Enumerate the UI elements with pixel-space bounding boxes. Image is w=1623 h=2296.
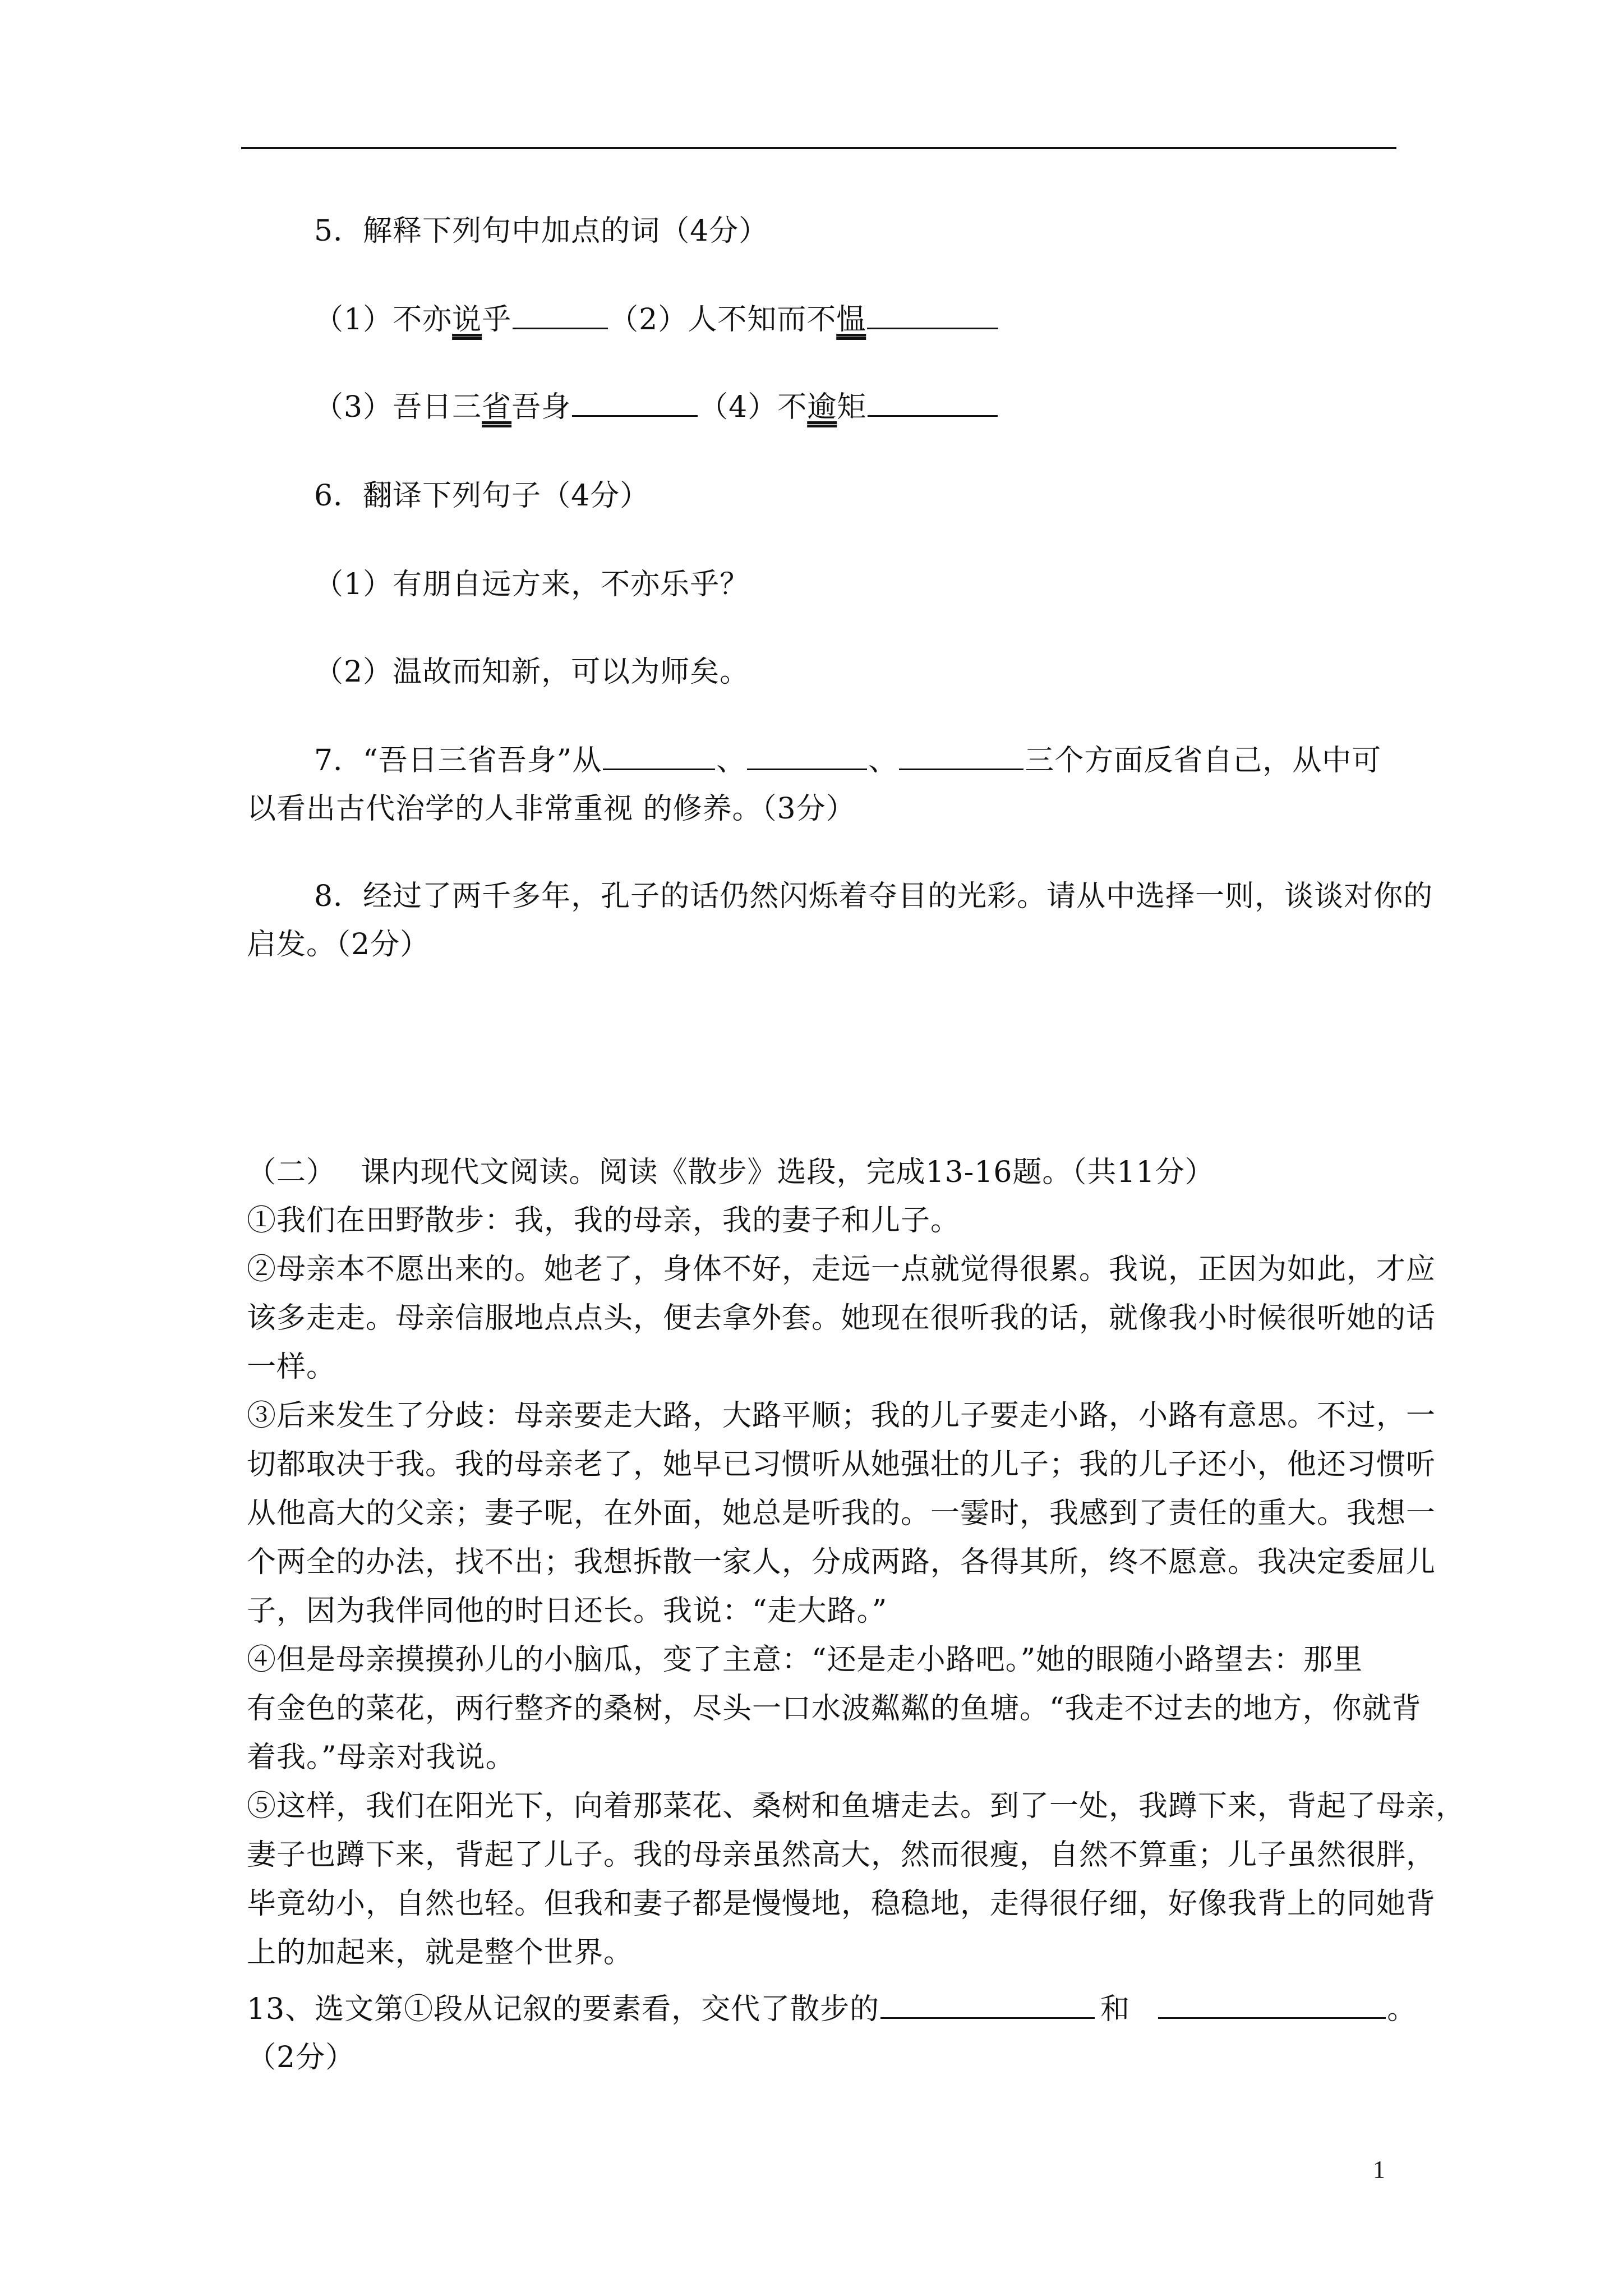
q7-text-a: 7．“吾日三省吾身”从 (314, 744, 602, 777)
passage-line: 有金色的菜花，两行整齐的桑树，尽头一口水波粼粼的鱼塘。“我走不过去的地方，你就背 (247, 1692, 1422, 1726)
q13-conjunction: 和 (1100, 1993, 1131, 2026)
q5-item4-pre: （4）不 (699, 390, 808, 424)
section2-heading: （二） 课内现代文阅读。阅读《散步》选段，完成13-16题。（共11分） (247, 1156, 1215, 1189)
q5-item3-pre: （3）吾日三 (314, 390, 482, 424)
q6-sentence-2: （2）温故而知新，可以为师矣。 (314, 655, 750, 689)
page-number: 1 (1373, 2156, 1385, 2183)
q13-line-1 (247, 1991, 1417, 2027)
q5-item4-post: 矩 (837, 390, 867, 424)
passage-line: ③后来发生了分歧：母亲要走大路，大路平顺；我的儿子要走小路，小路有意思。不过，一 (247, 1399, 1436, 1433)
passage-line: 着我。”母亲对我说。 (247, 1741, 515, 1774)
q5-item3-dotted-word: 省 (482, 390, 512, 424)
passage-line: 切都取决于我。我的母亲老了，她早已习惯听从她强壮的儿子；我的儿子还小，他还习惯听 (247, 1448, 1436, 1481)
q7-text-b: 三个方面反省自己，从中可 (1025, 744, 1382, 777)
passage-line: 妻子也蹲下来，背起了儿子。我的母亲虽然高大，然而很瘦，自然不算重；儿子虽然很胖， (247, 1838, 1436, 1872)
passage-line: 一样。 (247, 1350, 336, 1384)
passage-line: ⑤这样，我们在阳光下，向着那菜花、桑树和鱼塘走去。到了一处，我蹲下来，背起了母亲， (247, 1789, 1466, 1823)
q7-answer-blank-1[interactable] (603, 743, 715, 770)
q5-title: 5．解释下列句中加点的词（4分） (314, 214, 769, 248)
q6-title: 6．翻译下列句子（4分） (314, 479, 650, 513)
q5-item4-dotted-word: 逾 (807, 390, 837, 424)
q5-item1-answer-blank[interactable] (513, 302, 608, 329)
passage-line: 毕竟幼小，自然也轻。但我和妻子都是慢慢地，稳稳地，走得很仔细，好像我背上的同她背 (247, 1887, 1436, 1921)
q6-sentence-1: （1）有朋自远方来，不亦乐乎？ (314, 568, 750, 601)
q5-row2 (314, 389, 999, 425)
passage-line: ①我们在田野散步：我，我的母亲，我的妻子和儿子。 (247, 1204, 961, 1237)
q5-item1-pre: （1）不亦 (314, 303, 453, 337)
q5-item2-pre: （2）人不知而不 (609, 303, 837, 337)
q7-answer-blank-2[interactable] (747, 743, 867, 770)
header-rule (241, 147, 1396, 149)
passage-line: ④但是母亲摸摸孙儿的小脑瓜，变了主意：“还是走小路吧。”她的眼随小路望去：那里 (247, 1643, 1363, 1677)
passage-line: 上的加起来，就是整个世界。 (247, 1936, 634, 1970)
q7-separator-1: 、 (716, 744, 746, 777)
passage-line: 该多走走。母亲信服地点点头，便去拿外套。她现在很听我的话，就像我小时候很听她的话 (247, 1301, 1436, 1335)
q5-item4-answer-blank[interactable] (868, 389, 998, 417)
q13-score: （2分） (247, 2041, 356, 2074)
q8-line-2: 启发。（2分） (247, 928, 430, 961)
q13-text: 13、选文第①段从记叙的要素看，交代了散步的 (247, 1993, 880, 2026)
q13-answer-blank-1[interactable] (880, 1991, 1095, 2019)
passage-line: 个两全的办法，找不出；我想拆散一家人，分成两路，各得其所，终不愿意。我决定委屈儿 (247, 1545, 1436, 1579)
q7-separator-2: 、 (868, 744, 898, 777)
q13-answer-blank-2[interactable] (1158, 1991, 1386, 2019)
q5-item2-answer-blank[interactable] (867, 302, 998, 329)
q8-line-1: 8．经过了两千多年，孔子的话仍然闪烁着夺目的光彩。请从中选择一则，谈谈对你的 (314, 880, 1433, 913)
q5-item1-dotted-word: 说 (452, 303, 482, 337)
q7-answer-blank-3[interactable] (899, 743, 1023, 770)
q5-item1-post: 乎 (482, 303, 512, 337)
q7-line-2: 以看出古代治学的人非常重视 的修养。（3分） (247, 792, 856, 826)
q5-item2-dotted-word: 愠 (836, 303, 866, 337)
q5-item3-post: 吾身 (511, 390, 571, 424)
passage-line: 子，因为我伴同他的时日还长。我说：“走大路。” (247, 1594, 888, 1628)
q13-period: 。 (1387, 1993, 1417, 2026)
q5-item3-answer-blank[interactable] (572, 389, 698, 417)
q5-row1 (314, 302, 999, 338)
passage-line: ②母亲本不愿出来的。她老了，身体不好，走远一点就觉得很累。我说，正因为如此，才应 (247, 1253, 1436, 1286)
passage-line: 从他高大的父亲；妻子呢，在外面，她总是听我的。一霎时，我感到了责任的重大。我想一 (247, 1497, 1436, 1530)
q7-line-1 (314, 743, 1381, 779)
